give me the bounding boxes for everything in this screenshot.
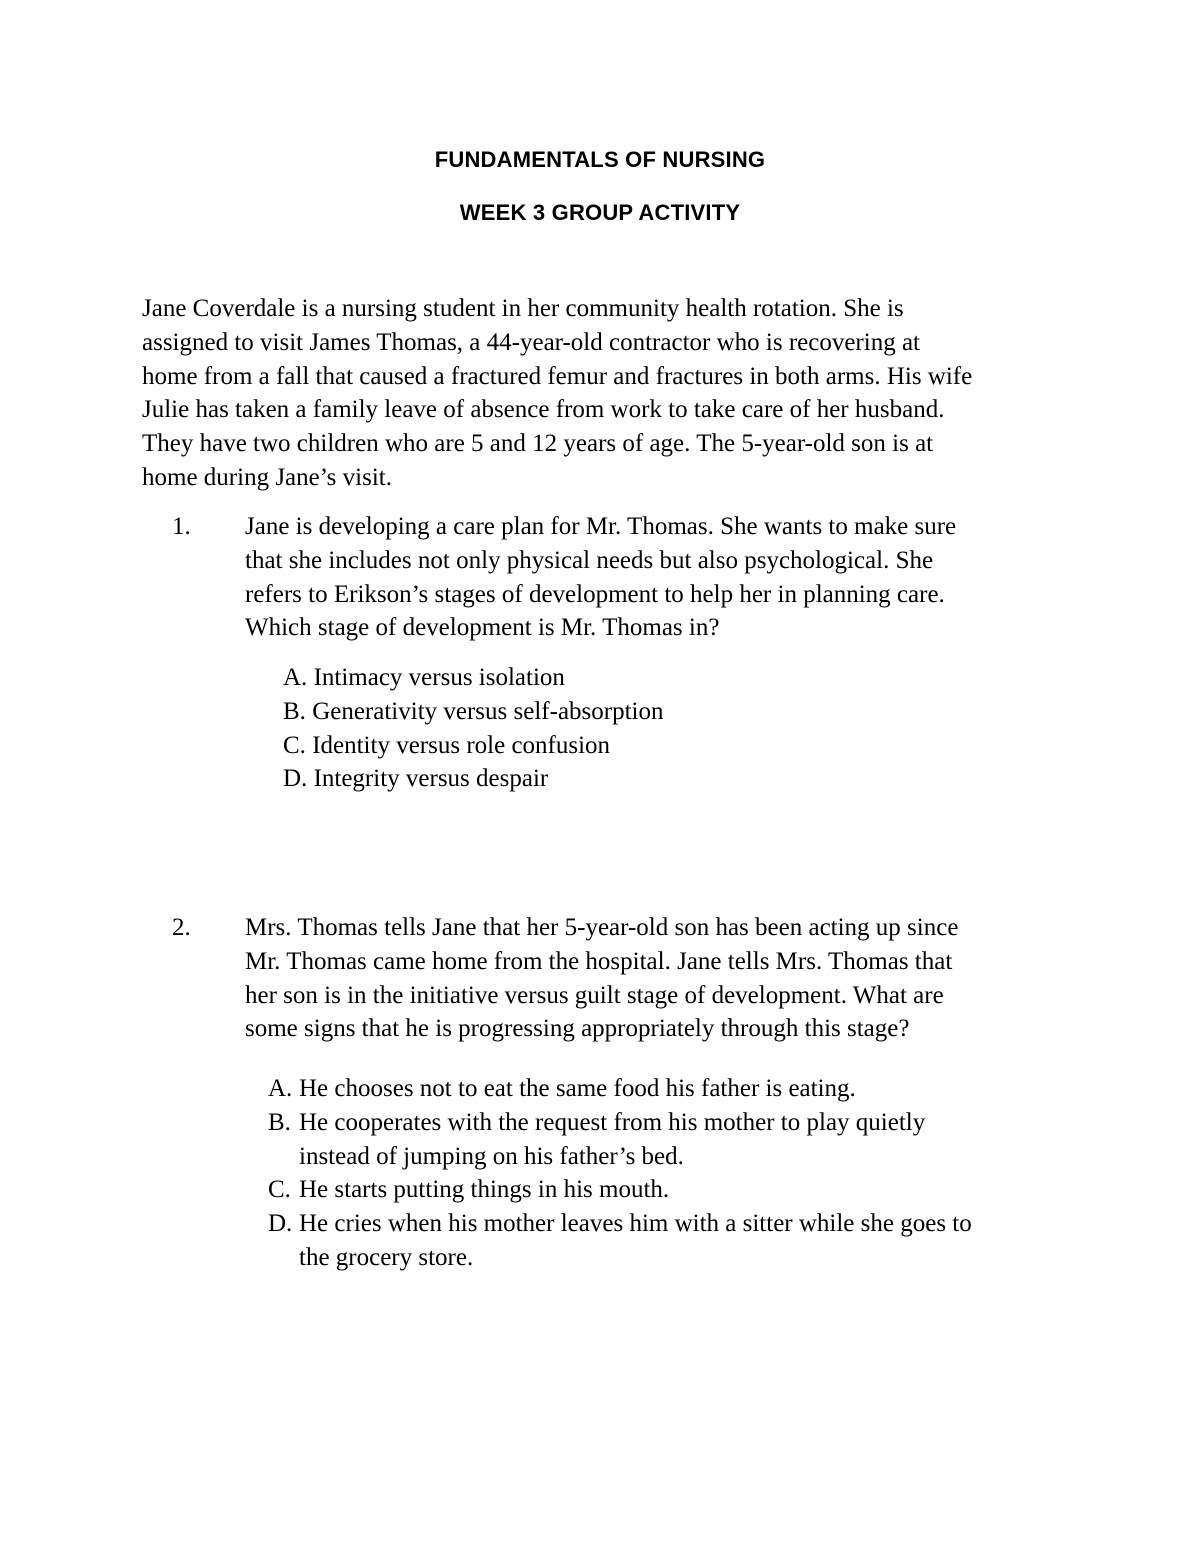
intro-line: Jane Coverdale is a nursing student in her community health rotation. She is: [142, 295, 904, 322]
option-text-continued: instead of jumping on his father’s bed.: [299, 1142, 684, 1170]
option-text: He cooperates with the request from his mother to play quietly: [299, 1108, 926, 1136]
question-line: her son is in the initiative versus guilt stage of development. What are: [245, 981, 944, 1009]
intro-line: home during Jane’s visit.: [142, 463, 392, 491]
question-2-text: [245, 911, 1075, 1046]
question-2-option-a: [268, 1072, 1088, 1106]
question-1-text: [245, 510, 1075, 645]
option-text: Intimacy versus isolation: [313, 664, 565, 691]
intro-line: They have two children who are 5 and 12 years of age. The 5-year-old son is at: [142, 430, 934, 458]
option-text: He cries when his mother leaves him with a sitter while she goes to: [299, 1210, 972, 1238]
question-2-options: [268, 1072, 1088, 1275]
intro-line: assigned to visit James Thomas, a 44-year-old contractor who is recovering at: [142, 328, 920, 356]
question-line: refers to Erikson’s stages of development to help her in planning care.: [245, 580, 945, 608]
option-letter: C.: [283, 731, 306, 759]
question-1-option-d: [283, 762, 663, 796]
option-letter: D.: [268, 1210, 293, 1238]
question-line: Jane is developing a care plan for Mr. Thomas. She wants to make sure: [245, 513, 957, 540]
option-text: Integrity versus despair: [313, 765, 549, 793]
option-letter: A.: [283, 664, 308, 691]
option-text: Generativity versus self-absorption: [312, 697, 664, 725]
question-1-options: [283, 661, 663, 796]
intro-line: Julie has taken a family leave of absence from work to take care of her husband.: [142, 396, 945, 424]
option-letter: B.: [283, 697, 306, 725]
intro-line: home from a fall that caused a fractured femur and fractures in both arms. His wife: [142, 362, 973, 390]
question-1-number: 1.: [172, 513, 191, 540]
option-text: He starts putting things in his mouth.: [299, 1176, 670, 1204]
option-letter: B.: [268, 1108, 291, 1136]
intro-paragraph: [142, 292, 1082, 495]
option-letter: C.: [268, 1176, 291, 1204]
option-text: Identity versus role confusion: [312, 731, 611, 759]
question-1-option-b: [283, 695, 663, 729]
option-letter: D.: [283, 765, 308, 793]
question-line: some signs that he is progressing appropriately through this stage?: [245, 1015, 910, 1043]
question-2-number: 2.: [172, 914, 191, 941]
option-letter: A.: [268, 1075, 293, 1102]
option-text: He chooses not to eat the same food his father is eating.: [299, 1075, 856, 1102]
question-line: Mrs. Thomas tells Jane that her 5-year-old son has been acting up since: [245, 914, 959, 941]
question-1-option-a: [283, 661, 663, 695]
question-2-option-b: [268, 1106, 1088, 1174]
question-line: Which stage of development is Mr. Thomas in?: [245, 614, 720, 642]
question-line: that she includes not only physical needs but also psychological. She: [245, 546, 934, 574]
question-2-option-c: [268, 1173, 1088, 1207]
option-text-continued: the grocery store.: [299, 1243, 474, 1271]
document-subtitle: WEEK 3 GROUP ACTIVITY: [459, 200, 741, 225]
question-line: Mr. Thomas came home from the hospital. Jane tells Mrs. Thomas that: [245, 947, 953, 975]
question-1-option-c: [283, 729, 663, 763]
document-title: FUNDAMENTALS OF NURSING: [434, 147, 766, 172]
question-2-option-d: [268, 1207, 1088, 1275]
